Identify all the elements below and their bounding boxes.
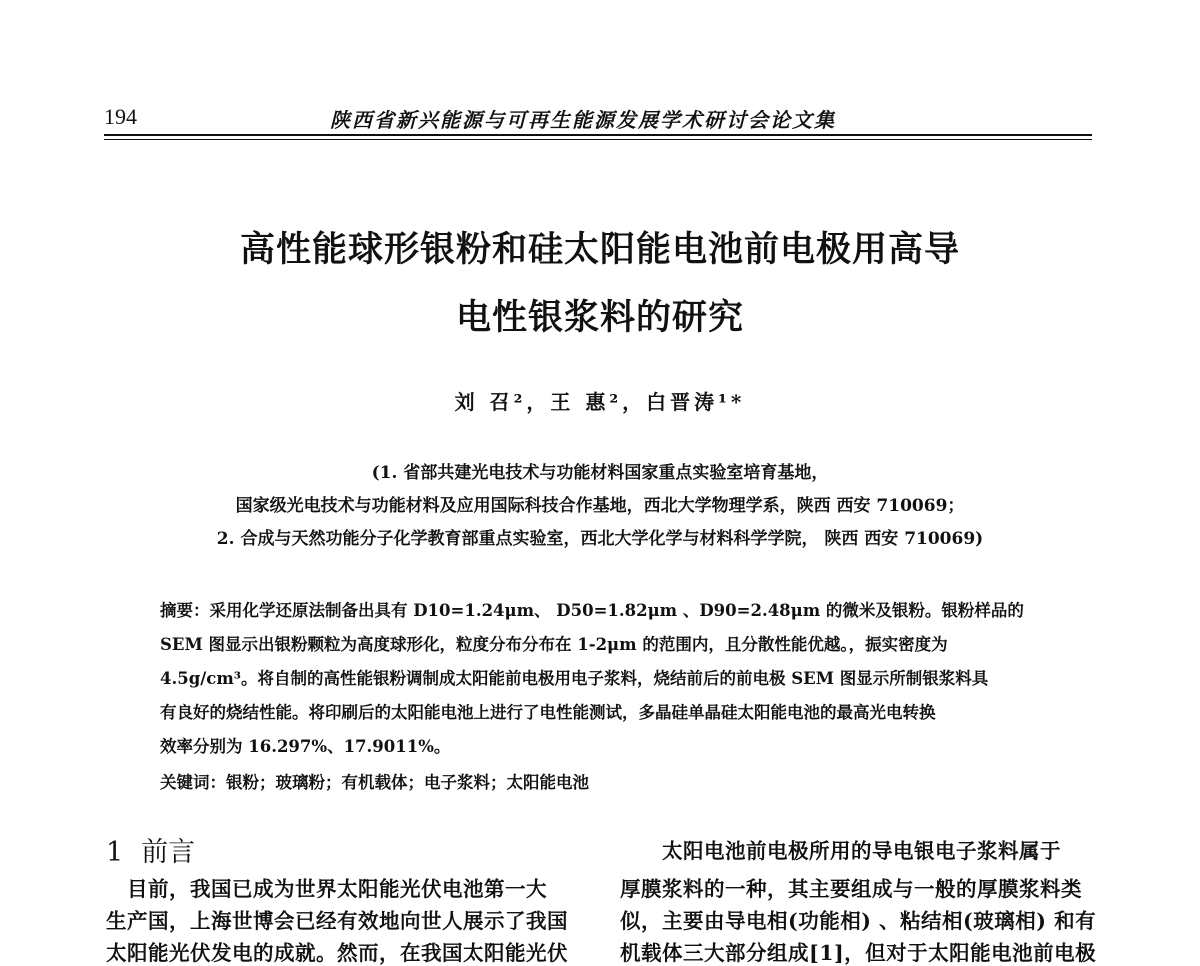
abstract-label: 摘要： — [160, 601, 210, 620]
abstract-line: 有良好的烧结性能。将印刷后的太阳能电池上进行了电性能测试，多晶硅单晶硅太阳能电池的最高光电转换 — [160, 703, 936, 722]
abstract-line: 效率分别为 16.297%、17.9011%。 — [160, 737, 451, 756]
right-column-line: 似，主要由导电相(功能相) 、粘结相(玻璃相) 和有 — [620, 909, 1097, 933]
affiliation-line-3: 2. 合成与天然功能分子化学教育部重点实验室，西北大学化学与材料科学学院， 陕西 西安 710069) — [216, 529, 984, 549]
abstract-line: 4.5g/cm³。将自制的高性能银粉调制成太阳能前电极用电子浆料，烧结前后的前电极 SEM 图显示所制银浆料具 — [160, 669, 989, 688]
right-column-line: 机载体三大部分组成[1]，但对于太阳能电池前电极 — [620, 941, 1097, 965]
header-rule-thin — [104, 139, 1092, 140]
keywords-line — [160, 769, 589, 793]
section-number: 1 — [106, 837, 124, 868]
right-column-line: 厚膜浆料的一种，其主要组成与一般的厚膜浆料类 — [620, 877, 1082, 901]
keywords-text: 银粉；玻璃粉；有机载体；电子浆料；太阳能电池 — [226, 773, 589, 792]
abstract-line — [160, 597, 1024, 621]
affiliation-line-2: 国家级光电技术与功能材料及应用国际科技合作基地，西北大学物理学系，陕西 西安 710069； — [235, 496, 965, 516]
paper-title-line-1: 高性能球形银粉和硅太阳能电池前电极用高导 — [239, 229, 960, 270]
paper-title-line-2: 电性银浆料的研究 — [455, 297, 744, 338]
left-column-line: 太阳能光伏发电的成就。然而，在我国太阳能光伏 — [106, 941, 568, 965]
page-number: 194 — [104, 104, 137, 129]
abstract-text: 采用化学还原法制备出具有 D10=1.24μm、 D50=1.82μm 、D90=2.48μm 的微米及银粉。银粉样品的 — [209, 601, 1024, 620]
left-column-line: 生产国，上海世博会已经有效地向世人展示了我国 — [106, 909, 568, 933]
left-column-line: 目前，我国已成为世界太阳能光伏电池第一大 — [106, 877, 547, 901]
section-heading — [106, 830, 195, 869]
right-column-line: 太阳电池前电极所用的导电银电子浆料属于 — [620, 839, 1061, 863]
running-header: 陕西省新兴能源与可再生能源发展学术研讨会论文集 — [330, 108, 836, 132]
affiliation-line-1: (1. 省部共建光电技术与功能材料国家重点实验室培育基地， — [371, 463, 829, 483]
header-rule-thick — [104, 134, 1092, 136]
author-list: 刘 召²，王 惠²，白晋涛¹* — [454, 390, 746, 414]
keywords-label: 关键词： — [160, 773, 226, 792]
abstract-line: SEM 图显示出银粉颗粒为高度球形化，粒度分布分布在 1-2μm 的范围内，且分散性能优越。，振实密度为 — [160, 635, 948, 654]
section-title: 前言 — [141, 837, 196, 868]
